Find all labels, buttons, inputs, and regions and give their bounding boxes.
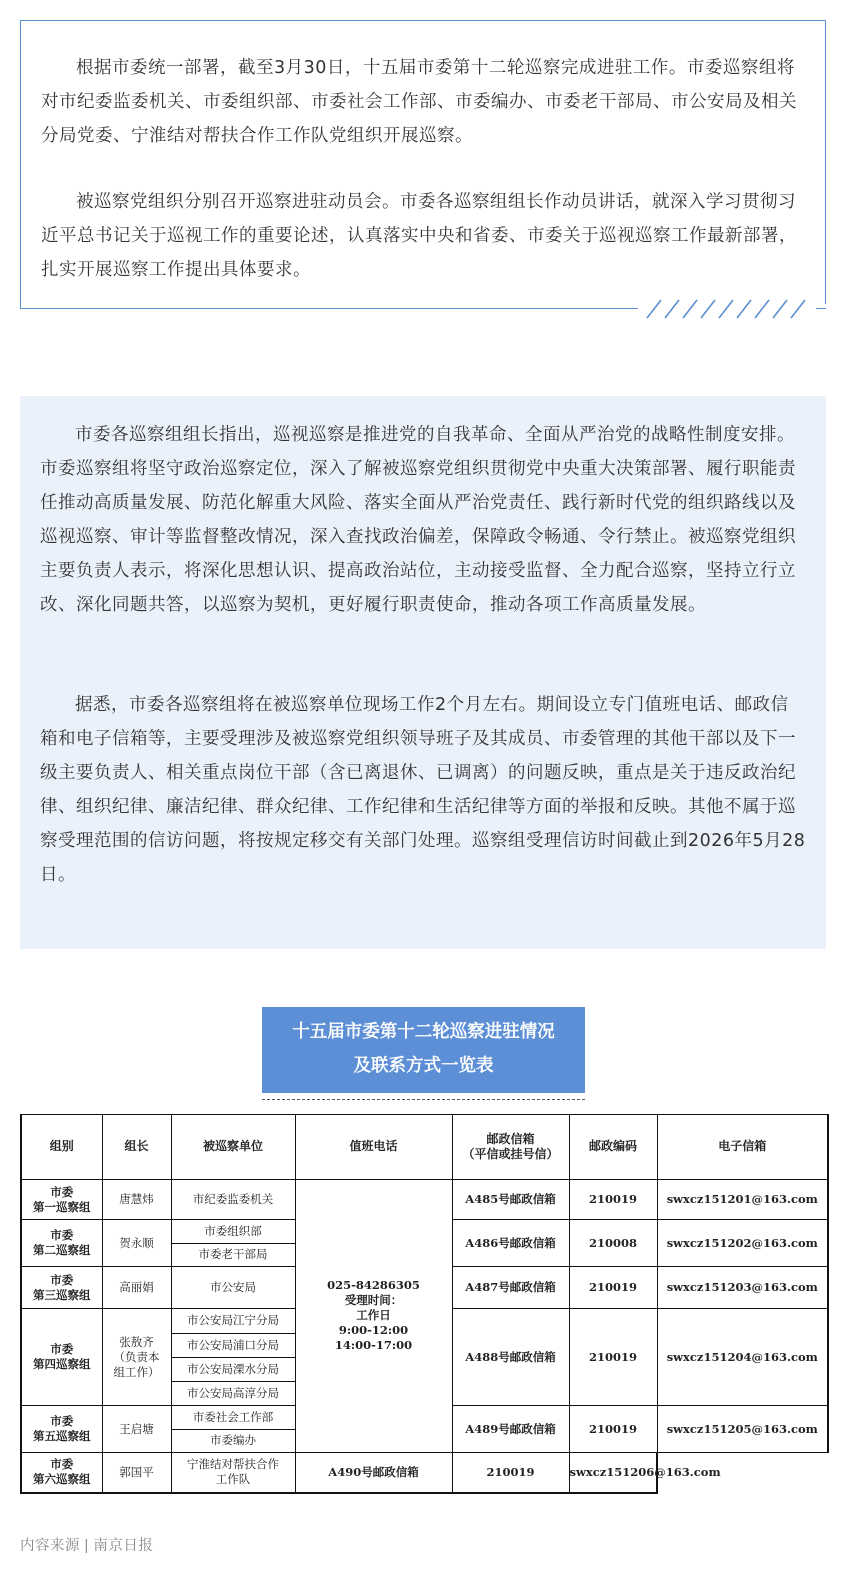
mailbox-cell: A489号邮政信箱 [452,1406,569,1453]
source-separator: | [84,1538,89,1554]
header-leader: 组长 [102,1115,171,1180]
source-name: 南京日报 [93,1538,154,1554]
group-line2: 第六巡察组 [33,1472,91,1487]
unit-cell: 市公安局高淳分局 [171,1382,295,1406]
header-unit: 被巡察单位 [171,1115,295,1180]
group-line1: 市委 [50,1184,74,1199]
group-line2: 第二巡察组 [33,1243,91,1257]
postcode-cell: 210019 [569,1309,657,1406]
email-cell: swxcz151205@163.com [657,1406,828,1453]
table-title-line2: 及联系方式一览表 [353,1056,494,1076]
unit-cell: 市公安局浦口分局 [171,1333,295,1357]
header-group: 组别 [21,1115,102,1180]
phone-pm: 14:00-17:00 [334,1338,413,1353]
details-box [20,396,826,949]
group-line1: 市委 [50,1228,74,1242]
header-mailbox [452,1115,569,1180]
group-line2: 第一巡察组 [33,1199,91,1214]
postcode-cell: 210019 [569,1406,657,1453]
leader-line3: 组工作） [113,1364,160,1379]
table-header-row [21,1115,828,1180]
phone-am: 9:00-12:00 [338,1323,409,1338]
unit-cell: 市委组织部 [171,1220,295,1243]
unit-cell: 市公安局溧水分局 [171,1357,295,1381]
group-cell [21,1266,102,1309]
banner-dashed-divider [262,1099,585,1100]
source-footer [20,1534,153,1555]
group-cell [21,1452,102,1493]
table-title-line1: 十五届市委第十二轮巡察进驻情况 [292,1022,555,1042]
intro-paragraph-2: 被巡察党组织分别召开巡察进驻动员会。市委各巡察组组长作动员讲话，就深入学习贯彻习近平总书记关于巡视工作的重要论述，认真落实中央和省委、市委关于巡视巡察工作最新部署，扎实开展巡察工作提出具体要求。 [41,192,797,280]
postcode-cell: 210008 [569,1220,657,1267]
leader-cell [102,1309,171,1406]
mailbox-cell: A486号邮政信箱 [452,1220,569,1267]
unit-cell: 市委老干部局 [171,1243,295,1266]
unit-cell: 市委编办 [171,1429,295,1452]
group-line2: 第五巡察组 [33,1429,91,1444]
group-cell [21,1406,102,1453]
group-cell [21,1179,102,1219]
unit-cell: 市公安局江宁分局 [171,1309,295,1333]
leader-cell: 唐慧炜 [102,1179,171,1219]
leader-cell: 郭国平 [102,1452,171,1493]
mailbox-cell: A487号邮政信箱 [452,1266,569,1309]
unit-cell: 市委社会工作部 [171,1406,295,1429]
email-cell: swxcz151201@163.com [657,1179,828,1219]
email-cell: swxcz151204@163.com [657,1309,828,1406]
email-cell: swxcz151203@163.com [657,1266,828,1309]
group-line2: 第三巡察组 [33,1287,91,1302]
unit-cell [171,1452,295,1493]
diagonal-stripes-decoration [641,298,816,320]
table-title-banner [262,1007,585,1093]
group-line1: 市委 [50,1342,74,1357]
box-bottom-tail [816,308,826,309]
table-row [21,1452,828,1493]
leader-cell: 贺永顺 [102,1220,171,1267]
mailbox-cell: A488号邮政信箱 [452,1309,569,1406]
postcode-cell: 210019 [452,1452,569,1493]
group-line1: 市委 [50,1457,74,1472]
details-paragraph-1: 市委各巡察组组长指出，巡视巡察是推进党的自我革命、全面从严治党的战略性制度安排。市委巡察组将坚守政治巡察定位，深入了解被巡察党组织贯彻党中央重大决策部署、履行职能责任推动高质量发展、防范化解重大风险、落实全面从严治党责任、践行新时代党的组织路线以及巡视巡察、审计等监督整改情况，深入查找政治偏差，保障政令畅通、令行禁止。被巡察党组织主要负责人表示，将深化思想认识、提高政治站位，主动接受监督、全力配合巡察，坚持立行立改、深化同题共答，以巡察为契机，更好履行职责使命，推动各项工作高质量发展。 [40,425,796,615]
mailbox-cell: A490号邮政信箱 [295,1452,452,1493]
table-row [21,1179,828,1219]
inspection-table [20,1114,829,1494]
leader-cell: 高丽娟 [102,1266,171,1309]
header-mailbox-line2: （平信或挂号信） [462,1146,559,1161]
leader-line2: （负责本 [113,1349,160,1364]
header-postcode: 邮政编码 [569,1115,657,1180]
email-cell: swxcz151206@163.com [569,1452,657,1493]
group-cell [21,1309,102,1406]
postcode-cell: 210019 [569,1179,657,1219]
details-paragraph-2: 据悉，市委各巡察组将在被巡察单位现场工作2个月左右。期间设立专门值班电话、邮政信箱和电子信箱等，主要受理涉及被巡察党组织领导班子及其成员、市委管理的其他干部以及下一级主要负责人、相关重点岗位干部（含已离退休、已调离）的问题反映，重点是关于违反政治纪律、组织纪律、廉洁纪律、群众纪律、工作纪律和生活纪律等方面的举报和反映。其他不属于巡察受理范围的信访问题，将按规定移交有关部门处理。巡察组受理信访时间截止到2026年5月28日。 [40,695,806,885]
unit-line1: 宁淮结对帮扶合作 [187,1457,279,1472]
email-cell: swxcz151202@163.com [657,1220,828,1267]
leader-line1: 张敖齐 [119,1334,154,1349]
header-email: 电子信箱 [657,1115,828,1180]
unit-line2: 工作队 [215,1472,251,1487]
phone-days: 工作日 [356,1308,391,1323]
group-line1: 市委 [50,1272,74,1287]
phone-cell [295,1179,452,1452]
unit-cell: 市公安局 [171,1266,295,1309]
postcode-cell: 210019 [569,1266,657,1309]
phone-number: 025-84286305 [327,1278,420,1293]
header-mailbox-line1: 邮政信箱 [486,1131,535,1146]
source-label: 内容来源 [20,1538,80,1554]
group-line2: 第四巡察组 [33,1357,91,1372]
header-phone: 值班电话 [295,1115,452,1180]
intro-box [20,20,826,309]
intro-paragraph-1: 根据市委统一部署，截至3月30日，十五届市委第十二轮巡察完成进驻工作。市委巡察组将对市纪委监委机关、市委组织部、市委社会工作部、市委编办、市委老干部局、市公安局及相关分局党委、宁淮结对帮扶合作工作队党组织开展巡察。 [41,58,797,146]
mailbox-cell: A485号邮政信箱 [452,1179,569,1219]
group-line1: 市委 [50,1414,74,1429]
group-cell [21,1220,102,1267]
phone-hours-label: 受理时间： [344,1293,403,1308]
leader-cell: 王启塘 [102,1406,171,1453]
unit-cell: 市纪委监委机关 [171,1179,295,1219]
